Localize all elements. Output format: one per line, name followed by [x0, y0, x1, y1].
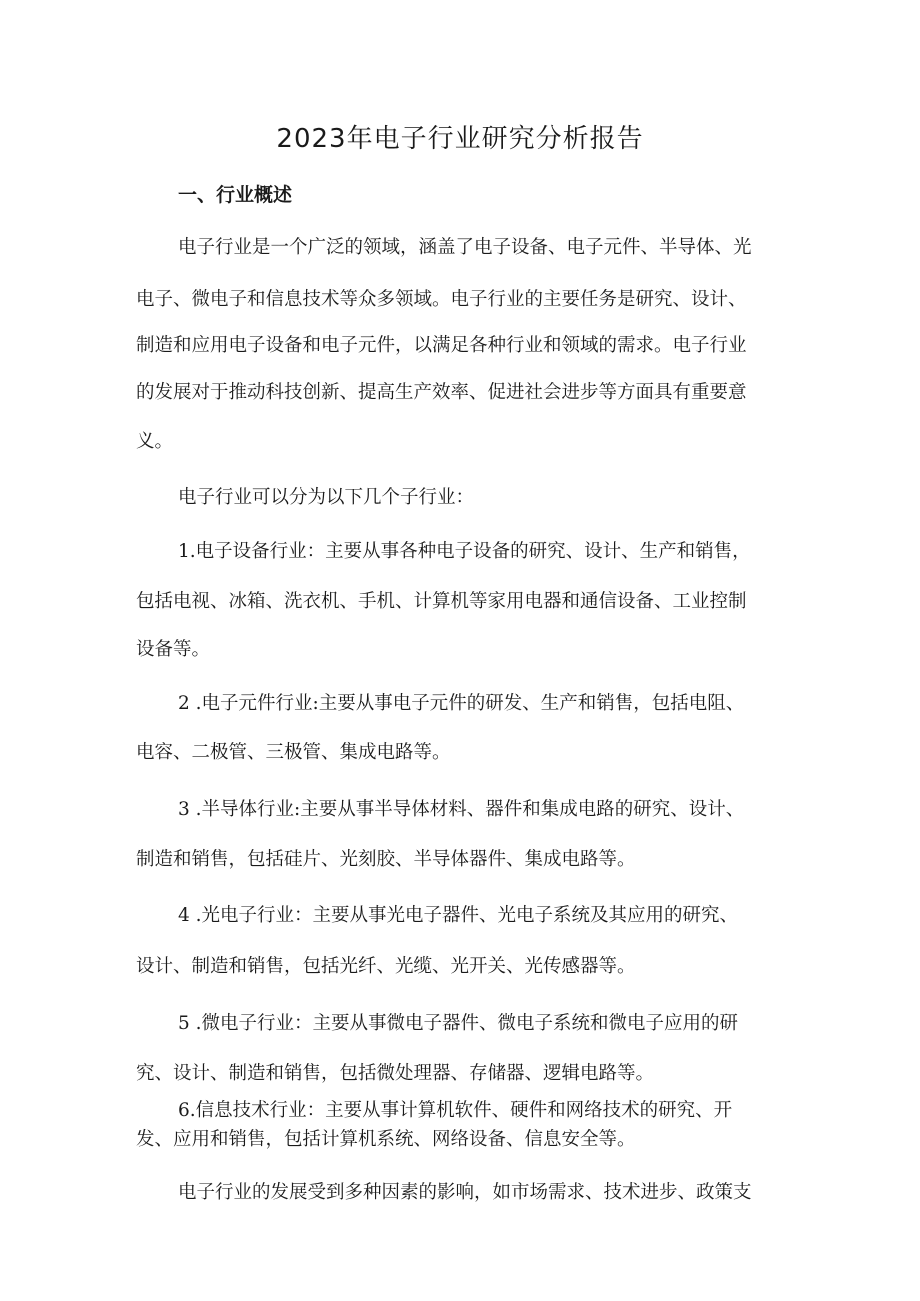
paragraph-line: 的发展对于推动科技创新、提高生产效率、促进社会进步等方面具有重要意: [136, 382, 747, 403]
list-item-line: 4 .光电子行业：主要从事光电子器件、光电子系统及其应用的研究、: [178, 905, 739, 926]
list-item-line: 2 .电子元件行业:主要从事电子元件的研发、生产和销售，包括电阻、: [178, 693, 745, 714]
list-item-line: 制造和销售，包括硅片、光刻胶、半导体器件、集成电路等。: [136, 849, 636, 870]
paragraph-line: 电子行业是一个广泛的领域，涵盖了电子设备、电子元件、半导体、光: [178, 237, 752, 258]
paragraph-line: 电子行业可以分为以下几个子行业：: [178, 487, 475, 508]
list-item-line: 5 .微电子行业：主要从事微电子器件、微电子系统和微电子应用的研: [178, 1013, 739, 1034]
paragraph-line: 制造和应用电子设备和电子元件，以满足各种行业和领域的需求。电子行业: [136, 335, 747, 356]
document-title: 2023年电子行业研究分析报告: [276, 124, 644, 154]
paragraph-line: 电子、微电子和信息技术等众多领域。电子行业的主要任务是研究、设计、: [136, 289, 747, 310]
list-item-line: 3 .半导体行业:主要从事半导体材料、器件和集成电路的研究、设计、: [178, 799, 745, 820]
list-item-line: 发、应用和销售，包括计算机系统、网络设备、信息安全等。: [136, 1129, 636, 1150]
list-item-line: 设备等。: [136, 639, 211, 660]
list-item-line: 6.信息技术行业：主要从事计算机软件、硬件和网络技术的研究、开: [178, 1100, 733, 1121]
paragraph-line: 义。: [136, 431, 174, 452]
section-heading: 一、行业概述: [178, 184, 293, 206]
list-item-line: 1.电子设备行业：主要从事各种电子设备的研究、设计、生产和销售，: [178, 541, 751, 562]
list-item-line: 究、设计、制造和销售，包括微处理器、存储器、逻辑电路等。: [136, 1063, 655, 1084]
list-item-line: 设计、制造和销售，包括光纤、光缆、光开关、光传感器等。: [136, 956, 636, 977]
list-item-line: 电容、二极管、三极管、集成电路等。: [136, 742, 451, 763]
paragraph-line: 电子行业的发展受到多种因素的影响，如市场需求、技术进步、政策支: [178, 1182, 752, 1203]
list-item-line: 包括电视、冰箱、洗衣机、手机、计算机等家用电器和通信设备、工业控制: [136, 591, 747, 612]
